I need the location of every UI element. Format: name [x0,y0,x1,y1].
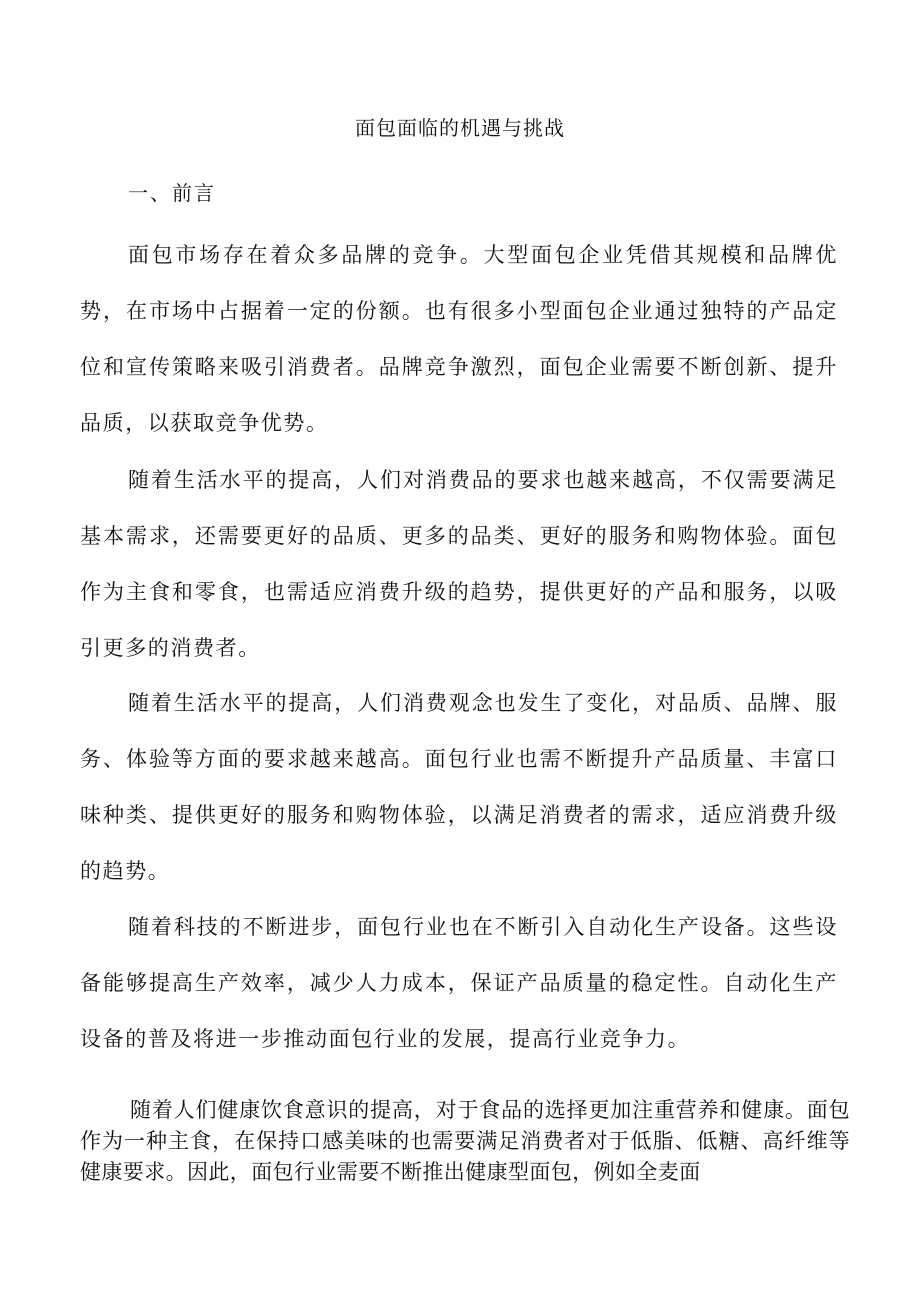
paragraph-consumer-concepts: 随着生活水平的提高，人们消费观念也发生了变化，对品质、品牌、服务、体验等方面的要求越来越高。面包行业也需不断提升产品质量、丰富口味种类、提供更好的服务和购物体验，以满足消费者的需求，适应消费升级的趋势。 [80,691,838,883]
paragraph-brand-competition: 面包市场存在着众多品牌的竞争。大型面包企业凭借其规模和品牌优势，在市场中占据着一定的份额。也有很多小型面包企业通过独特的产品定位和宣传策略来吸引消费者。品牌竞争激烈，面包企业需要不断创新、提升品质，以获取竞争优势。 [80,243,838,435]
section-heading: 一、前言 [128,181,216,205]
paragraph-consumption-upgrade: 随着生活水平的提高，人们对消费品的要求也越来越高，不仅需要满足基本需求，还需要更好的品质、更多的品类、更好的服务和购物体验。面包作为主食和零食，也需适应消费升级的趋势，提供更好的产品和服务，以吸引更多的消费者。 [80,468,838,660]
paragraph-automation: 随着科技的不断进步，面包行业也在不断引入自动化生产设备。这些设备能够提高生产效率，减少人力成本，保证产品质量的稳定性。自动化生产设备的普及将进一步推动面包行业的发展，提高行业竞争力。 [80,915,838,1051]
document-title: 面包面临的机遇与挑战 [355,116,565,140]
paragraph-healthy-eating: 随着人们健康饮食意识的提高，对于食品的选择更加注重营养和健康。面包作为一种主食，在保持口感美味的也需要满足消费者对于低脂、低糖、高纤维等健康要求。因此，面包行业需要不断推出健康型面包，例如全麦面 [80,1098,850,1184]
